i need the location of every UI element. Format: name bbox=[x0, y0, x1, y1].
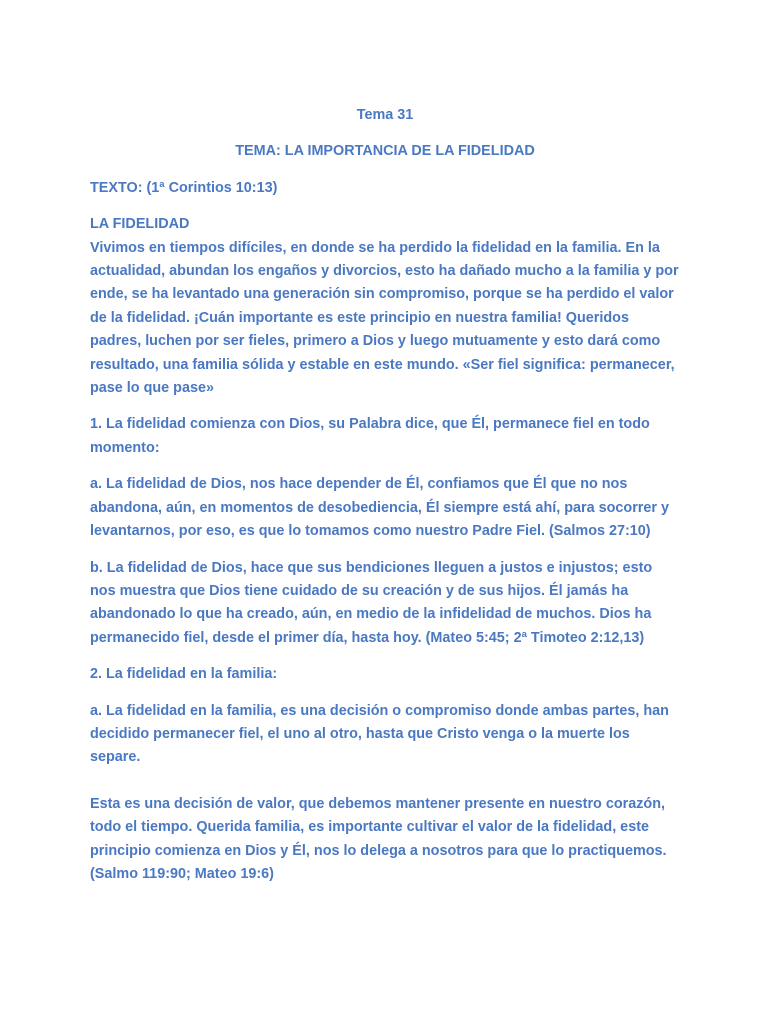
point-1b: b. La fidelidad de Dios, hace que sus bendiciones lleguen a justos e injustos; esto nos muestra que Dios tiene cuidado de su creación y de sus hijos. Él jamás ha abandonado lo que ha creado, aún, en medio de la infidelidad de muchos. Dios ha permanecido fiel, desde el primer día, hasta hoy. (Mateo 5:45; 2ª Timoteo 2:12,13) bbox=[90, 559, 653, 646]
point-1: 1. La fidelidad comienza con Dios, su Palabra dice, que Él, permanece fiel en todo momento: bbox=[90, 416, 650, 456]
point-1a: a. La fidelidad de Dios, nos hace depender de Él, confiamos que Él que no nos abandona, aún, en momentos de desobediencia, Él siempre está ahí, para socorrer y levantarnos, por eso, es que lo tomamos como nuestro Padre Fiel. (Salmos 27:10) bbox=[90, 476, 670, 540]
spacer bbox=[90, 783, 680, 793]
document-body bbox=[90, 104, 680, 899]
section-block bbox=[90, 213, 680, 400]
section-title: LA FIDELIDAD bbox=[90, 216, 190, 233]
text-reference: TEXTO: (1ª Corintios 10:13) bbox=[90, 179, 278, 196]
point-2a: a. La fidelidad en la familia, es una decisión o compromiso donde ambas partes, han decidido permanecer fiel, el uno al otro, hasta que Cristo venga o la muerte los separe. bbox=[90, 702, 669, 766]
conclusion-paragraph: Esta es una decisión de valor, que debemos mantener presente en nuestro corazón, todo el tiempo. Querida familia, es importante cultivar el valor de la fidelidad, este principio comienza en Dios y Él, nos lo delega a nosotros para que lo practiquemos. (Salmo 119:90; Mateo 19:6) bbox=[90, 795, 667, 882]
point-2: 2. La fidelidad en la familia: bbox=[90, 666, 278, 683]
heading-number: Tema 31 bbox=[356, 107, 414, 123]
heading-title: TEMA: LA IMPORTANCIA DE LA FIDELIDAD bbox=[235, 143, 535, 160]
intro-paragraph: Vivimos en tiempos difíciles, en donde se ha perdido la fidelidad en la familia. En la actualidad, abundan los engaños y divorcios, esto ha dañado mucho a la familia y por ende, se ha levantado una generación sin compromiso, porque se ha perdido el valor de la fidelidad. ¡Cuán importante es este principio en nuestra familia! Queridos padres, luchen por ser fieles, primero a Dios y luego mutuamente y esto dará como resultado, una familia sólida y estable en este mundo. «Ser fiel significa: permanecer, pase lo que pase» bbox=[90, 239, 679, 397]
